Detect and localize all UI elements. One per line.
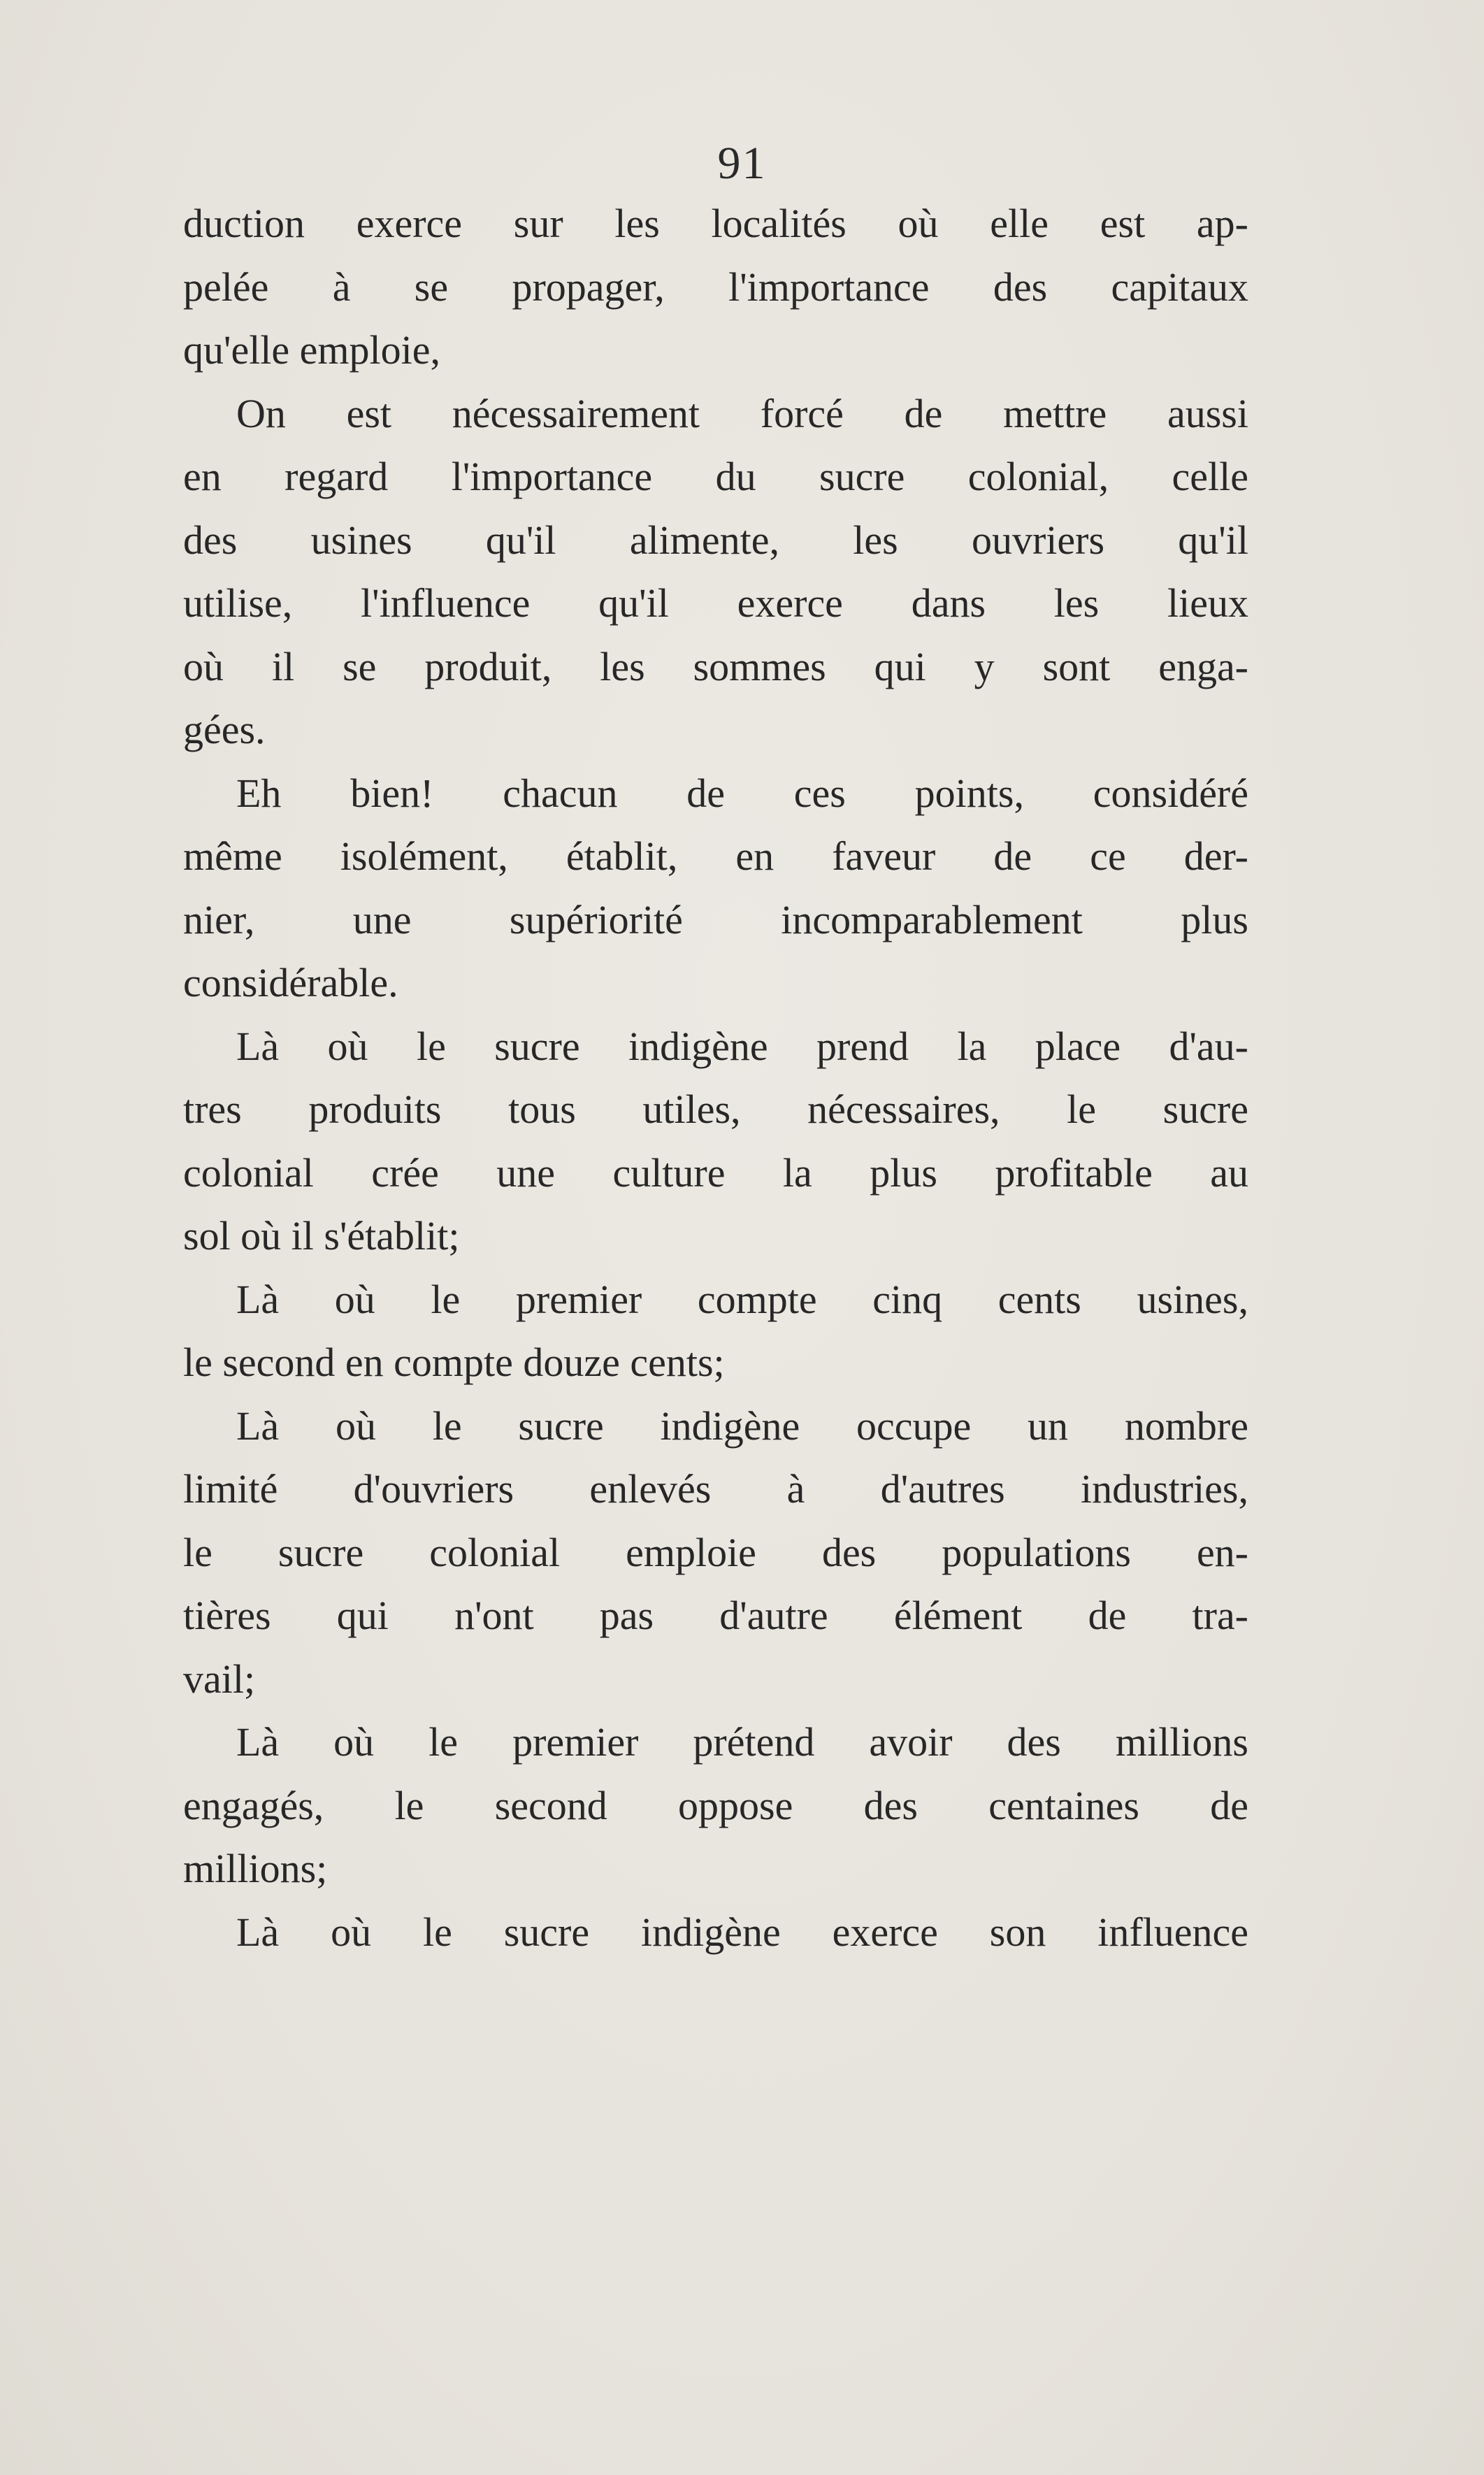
text-line: limité d'ouvriers enlevés à d'autres industries,	[183, 1466, 1248, 1512]
text-line: Là où le premier compte cinq cents usines,	[236, 1276, 1248, 1322]
text-line: des usines qu'il alimente, les ouvriers qu'il	[183, 517, 1248, 563]
text-line: sol où il s'établit;	[183, 1213, 460, 1258]
text-line: millions;	[183, 1846, 328, 1891]
text-line: pelée à se propager, l'importance des capitaux	[183, 264, 1248, 310]
text-line: le sucre colonial emploie des populations en-	[183, 1529, 1248, 1575]
text-line: colonial crée une culture la plus profitable au	[183, 1149, 1248, 1196]
text-line: le second en compte douze cents;	[183, 1340, 725, 1385]
text-line: utilise, l'influence qu'il exerce dans les lieux	[183, 580, 1248, 626]
text-line: On est nécessairement forcé de mettre aussi	[236, 390, 1248, 436]
text-line: duction exerce sur les localités où elle est ap-	[183, 201, 1248, 246]
text-line: gées.	[183, 707, 266, 752]
text-line: vail;	[183, 1656, 256, 1702]
body-text	[183, 192, 1248, 1964]
text-line: Eh bien! chacun de ces points, considéré	[236, 770, 1248, 816]
text-line: Là où le sucre indigène prend la place d'au-	[236, 1023, 1248, 1069]
text-line: en regard l'importance du sucre colonial, celle	[183, 454, 1248, 499]
text-line: qu'elle emploie,	[183, 327, 440, 373]
text-line: Là où le sucre indigène exerce son influence	[236, 1909, 1248, 1955]
text-line: tres produits tous utiles, nécessaires, le sucre	[183, 1086, 1248, 1132]
text-line: Là où le premier prétend avoir des millions	[236, 1719, 1248, 1765]
text-line: nier, une supériorité incomparablement plus	[183, 896, 1248, 942]
text-line: engagés, le second oppose des centaines de	[183, 1782, 1248, 1828]
text-line: tières qui n'ont pas d'autre élément de tra-	[183, 1593, 1248, 1638]
text-line: où il se produit, les sommes qui y sont enga-	[183, 643, 1248, 689]
page-number: 91	[717, 138, 767, 189]
text-line: Là où le sucre indigène occupe un nombre	[236, 1402, 1248, 1449]
text-line: même isolément, établit, en faveur de ce der-	[183, 833, 1248, 879]
text-line: considérable.	[183, 960, 398, 1005]
